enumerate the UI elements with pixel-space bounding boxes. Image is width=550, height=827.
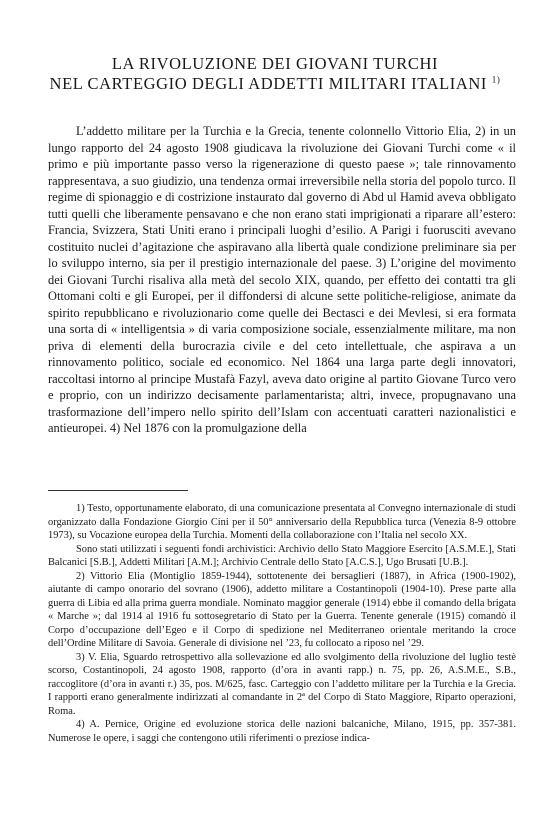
article-title <box>0 54 550 94</box>
title-line-1: LA RIVOLUZIONE DEI GIOVANI TURCHI <box>111 54 439 73</box>
footnote-3: 3) V. Elia, Sguardo retrospettivo alla sollevazione ed allo svolgimento della rivoluzione del luglio testè scorso, Costantinopoli, 24 agosto 1908, rapporto (d’ora in avanti rapp.) n. 75, pp. 26, A.S.M.E., S.B., raccoglitore (d’ora in avanti r.) 35, pos. M/625, fasc. Carteggio con l’addetto militare per la Turchia e la Grecia. I rapporti erano generalmente indirizzati al comandante in 2ª del Corpo di Stato Maggiore, Riparto operazioni, Roma. <box>48 651 516 717</box>
title-line-2-text: NEL CARTEGGIO DEGLI ADDETTI MILITARI ITALIANI <box>49 74 488 93</box>
footnotes <box>48 502 516 745</box>
footnote-1: 1) Testo, opportunamente elaborato, di una comunicazione presentata al Convegno internazionale di studi organizzato dalla Fondazione Giorgio Cini per il 50° anniversario della Repubblica turca (Venezia 8-9 ottobre 1973), su Vocazione europea della Turchia. Momenti della collaborazione con l’Italia nel secolo XX. <box>48 503 516 541</box>
footnote-2: 2) Vittorio Elia (Montiglio 1859-1944), sottotenente dei bersaglieri (1887), in Africa (1900-1902), aiutante di campo onorario del sovrano (1906), addetto militare a Costantinopoli (1904-10). Prese parte alla guerra di Libia ed alla prima guerra mondiale. Nominato maggior generale (1914) ebbe il comando della brigata « Marche »; dal 1914 al 1916 fu sottosegretario di Stato per la Guerra. Tenente generale (1915) comandò il Corpo d’occupazione dell’Egeo e il Corpo di spedizione nel Mediterraneo orientale meritando la croce dell’Ordine Militare di Savoia. Generale di divisione nel ’23, fu collocato a riposo nel ’29. <box>48 570 516 649</box>
footnote-separator <box>48 490 188 491</box>
footnote-4: 4) A. Pernice, Origine ed evoluzione storica delle nazioni balcaniche, Milano, 1915, pp. 357-381. Numerose le opere, i saggi che contengono utili riferimenti o preziose indica- <box>48 719 516 744</box>
body-paragraph: L’addetto militare per la Turchia e la Grecia, tenente colonnello Vittorio Elia, 2) in un lungo rapporto del 24 agosto 1908 giudicava la rivoluzione dei Giovani Turchi come « il primo e più importante passo verso la rigenerazione di questo paese »; tale rinnovamento rappresentava, a suo giudizio, una tendenza ormai irreversibile nella storia del popolo turco. Il regime di spionaggio e di costrizione instaurato dal governo di Abd ul Hamid aveva obbligato tutti quelli che liberamente pensavano e che non erano stati imprigionati a riparare all’estero: Francia, Svizzera, Stati Uniti erano i principali luoghi d’esilio. A Parigi i fuorusciti avevano costituito nuclei d’agitazione che aspiravano alla libertà quale condizione preliminare sia per lo sviluppo interno, sia per il prestigio internazionale del paese. 3) L’origine del movimento dei Giovani Turchi risaliva alla metà del secolo XIX, quando, per effetto dei contatti tra gli Ottomani colti e gli Europei, per il diffondersi di alcune sette politiche-religiose, animate da spirito repubblicano e rivoluzionario come quelle dei Bectasci e dei Mevlesi, si era formata una sorta di « intelligentsia » di varia composizione sociale, essenzialmente militare, ma non priva di elementi della burocrazia civile e del ceto intellettuale, che aspirava a un rinnovamento politico, sociale ed economico. Nel 1864 una larga parte degli innovatori, raccoltasi intorno al principe Mustafà Fazyl, aveva dato origine al partito Giovane Turco vero e proprio, con un indirizzo decisamente parlamentarista; altri, invece, propugnavano una trasformazione dell’impero nello spirito dell’Islam con accentuati caratteri nazionalistici e antieuropei. 4) Nel 1876 con la promulgazione della <box>48 124 516 435</box>
title-footnote-mark: 1) <box>491 74 501 85</box>
main-body <box>48 123 516 437</box>
footnote-1-continued: Sono stati utilizzati i seguenti fondi archivistici: Archivio dello Stato Maggiore Esercito [A.S.M.E.], Stati Balcanici [S.B.], Addetti Militari [A.M.]; Archivio Centrale dello Stato [A.C.S.], Ugo Brusati [U.B.]. <box>48 543 516 568</box>
title-line-2 <box>0 74 550 94</box>
